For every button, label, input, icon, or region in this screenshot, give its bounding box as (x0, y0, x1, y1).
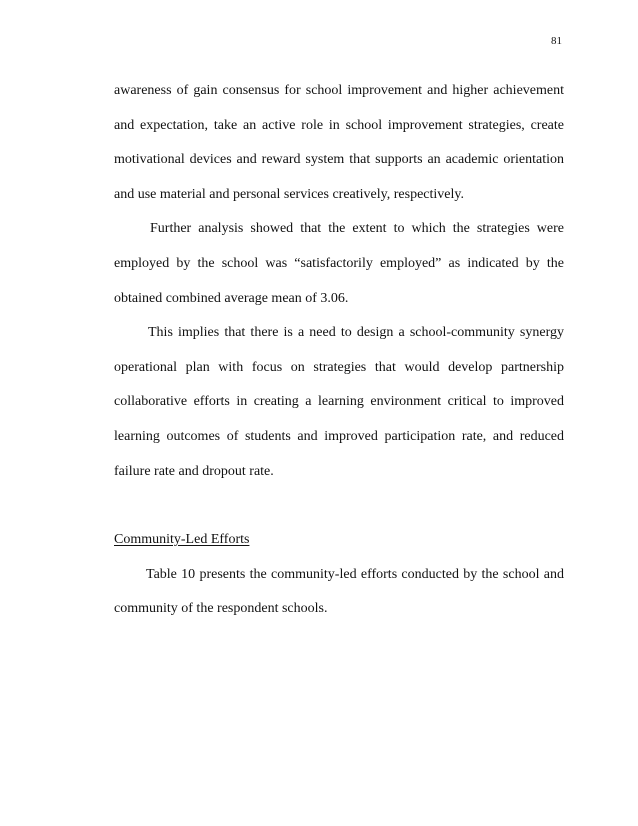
paragraph-further-analysis: Further analysis showed that the extent to which the strategies were employed by the school was “satisfactorily employed” as indicated by the obtained combined average mean of 3.06. (114, 221, 564, 306)
page-number: 81 (551, 35, 562, 47)
section-heading: Community-Led Efforts (114, 532, 250, 548)
paragraph-table-intro: Table 10 presents the community-led efforts conducted by the school and community of the respondent schools. (114, 566, 564, 617)
body-text (114, 74, 564, 627)
paragraph-implications: This implies that there is a need to design a school-community synergy operational plan with focus on strategies that would develop partnership collaborative efforts in creating a learning environment critical to improved learning outcomes of students and improved participation rate, and reduced failure rate and dropout rate. (114, 325, 564, 479)
paragraph-continuation: awareness of gain consensus for school improvement and higher achievement and expectation, take an active role in school improvement strategies, create motivational devices and reward system that supports an academic orientation and use material and personal services creatively, respectively. (114, 83, 564, 202)
